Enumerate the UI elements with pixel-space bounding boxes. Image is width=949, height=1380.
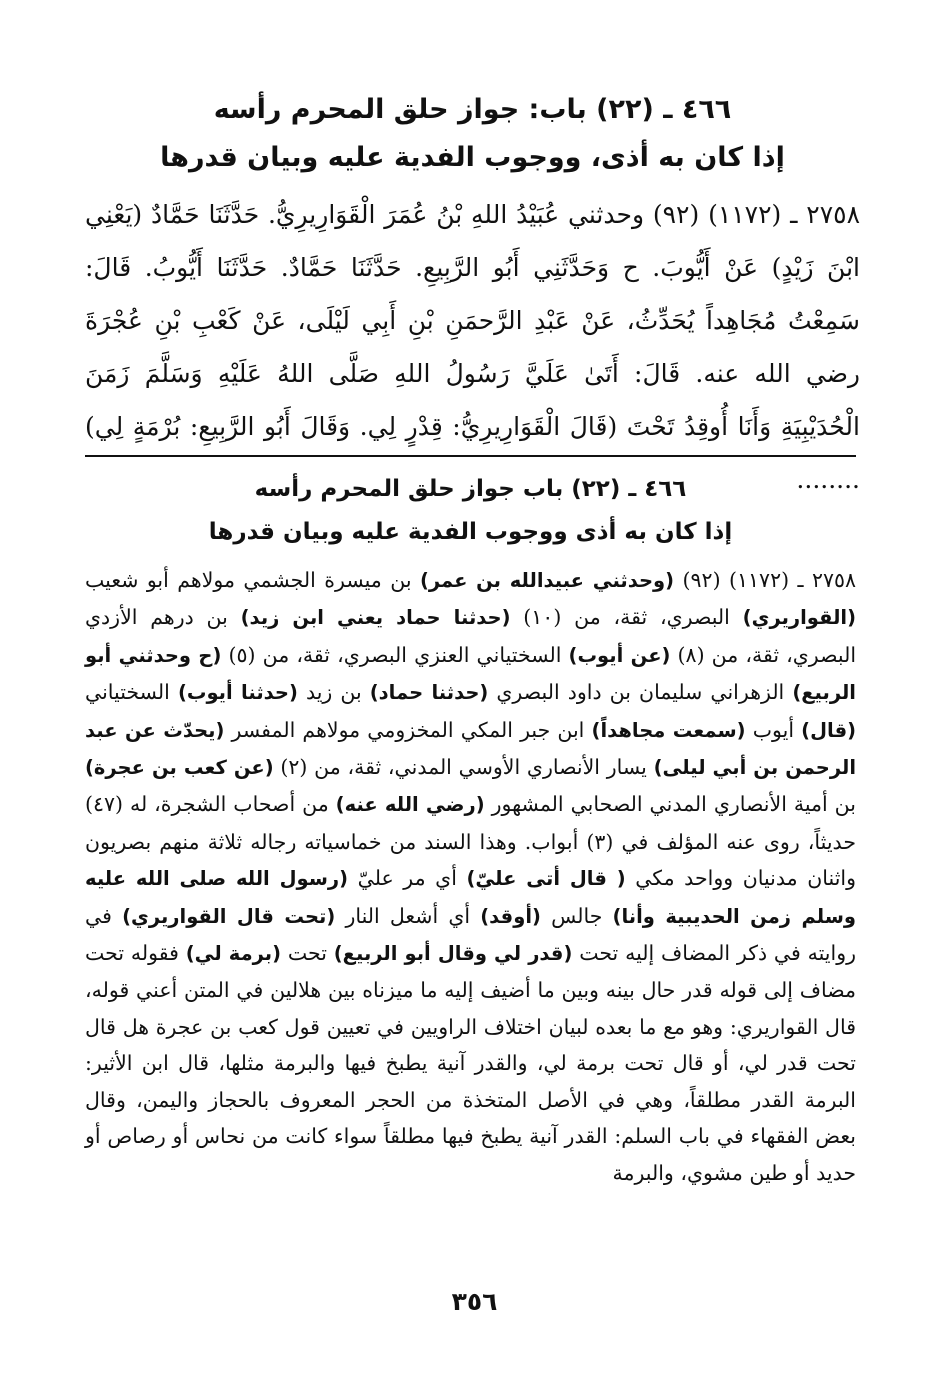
commentary-heading-line1: ٤٦٦ ـ (٢٢) باب جواز حلق المحرم رأسه [254, 476, 687, 502]
quoted-matn-segment: (قال) [801, 718, 857, 742]
quoted-matn-segment: (أوقد) [480, 904, 541, 928]
quoted-matn-segment: (قدر لي وقال أبو الربيع) [333, 942, 573, 966]
commentary-segment: بن ميسرة الجشمي مولاهم أبو شعيب [85, 568, 420, 592]
commentary-segment: ابن جبر المكي المخزومي مولاهم المفسر [224, 717, 592, 742]
commentary-segment: السختياني [85, 680, 178, 705]
page-number: ٣٥٦ [451, 1287, 498, 1316]
commentary-segment: تحت [281, 941, 334, 966]
commentary-segment: في روايته في ذكر المضاف إليه تحت [85, 903, 857, 966]
quoted-matn-segment: (حدثنا حماد يعني ابن زيد) [240, 606, 511, 630]
commentary-section [85, 468, 856, 1191]
quoted-matn-segment: (تحت قال القواريري) [122, 904, 336, 928]
chapter-heading-line2: إذا كان به أذى، ووجوب الفدية عليه وبيان قدرها [160, 142, 785, 173]
quoted-matn-segment: (حدثنا حماد) [369, 681, 489, 705]
quoted-matn-segment: ( قال أتى عليّ) [466, 867, 626, 891]
commentary-segment: جالس [540, 903, 613, 928]
quoted-matn-segment: (عن كعب بن عجرة) [85, 756, 274, 780]
commentary-segment: السختياني العنزي البصري، ثقة، من (٥) [221, 642, 569, 667]
commentary-segment: فقوله تحت مضاف إلى قوله قدر حال بينه وبين ما أضيف إليه ما ميزناه بين هلالين في المتن أعني قوله، قال القواريري: وهو مع ما بعده لبيان اختلاف الراويين في تعيين قول كعب بن عجرة هل قال تحت قدر لي، أو قال تحت برمة لي، والقدر آنية يطبخ فيها والبرمة مثلها، قال ابن الأثير: البرمة القدر مطلقاً، وهي في الأصل المتخذة من الحجر المعروف بالحجاز واليمن، وقال بعض الفقهاء في باب السلم: القدر آنية يطبخ فيها مطلقاً سواء كانت من نحاس أو رصاص أو حديد أو طين مشوي، والبرمة [85, 941, 856, 1185]
commentary-segment: أيوب [745, 717, 802, 742]
commentary-segment: يسار الأنصاري الأوسي المدني، ثقة، من (٢) [273, 755, 654, 780]
commentary-segment: ٢٧٥٨ ـ (١١٧٢) (٩٢) [674, 568, 857, 592]
chapter-heading-line1: ٤٦٦ ـ (٢٢) باب: جواز حلق المحرم رأسه [213, 94, 732, 125]
quoted-matn-segment: (ح وحدثني أبو الربيع) [85, 643, 856, 705]
quoted-matn-segment: (حدثنا أيوب) [177, 681, 298, 705]
section-divider [85, 455, 856, 457]
commentary-segment: بن زيد [297, 680, 370, 705]
commentary-segment: الزهراني سليمان بن داود البصري [488, 680, 793, 705]
commentary-segment: من أصحاب الشجرة، له (٤٧) حديثاً، روى عنه المؤلف في (٣) أبواب. وهذا السند من خماسياته رجاله ثلاثة منهم بصريون واثنان مدنيان وواحد مكي [85, 792, 856, 891]
commentary-heading-line2: إذا كان به أذى ووجوب الفدية عليه وبيان قدرها [208, 519, 733, 545]
quoted-matn-segment: (القواريري) [742, 606, 856, 630]
commentary-segment: أي أشعل النار [335, 903, 481, 928]
quoted-matn-segment: (سمعت مجاهداً) [591, 718, 746, 742]
commentary-segment: البصري، ثقة، من (١٠) [510, 605, 743, 630]
quoted-matn-segment: (يحدّث عن عبد الرحمن بن أبي ليلى) [85, 718, 857, 780]
commentary-segment: أي مر عليّ [348, 866, 467, 891]
quoted-matn-segment: (برمة لي) [185, 942, 282, 966]
commentary-segment: بن درهم الأزدي البصري، ثقة، من (٨) [85, 605, 857, 667]
quoted-matn-segment: (وحدثني عبيدالله بن عمر) [419, 569, 675, 592]
quoted-matn-segment: (رسول الله صلى الله عليه وسلم زمن الحديبية وأنا) [85, 867, 856, 928]
commentary-text [85, 562, 856, 1191]
quoted-matn-segment: (رضي الله عنه) [335, 793, 485, 817]
hadith-matn: ٢٧٥٨ ـ (١١٧٢) (٩٢) وحدثني عُبَيْدُ اللهِ بْنُ عُمَرَ الْقَوَارِيرِيُّ. حَدَّثَنَا حَمَّادٌ (يَعْنِي ابْنَ زَيْدٍ) عَنْ أَيُّوبَ. ح وَحَدَّثَنِي أَبُو الرَّبِيعِ. حَدَّثَنَا حَمَّادٌ. حَدَّثَنَا أَيُّوبُ. قَالَ: سَمِعْتُ مُجَاهِداً يُحَدِّثُ، عَنْ عَبْدِ الرَّحمَنِ بْنِ أَبِي لَيْلَى، عَنْ كَعْبِ بْنِ عُجْرَةَ رضي الله عنه. قَالَ: أَتَىٰ عَلَيَّ رَسُولُ اللهِ صَلَّى اللهُ عَلَيْهِ وَسَلَّمَ زَمَنَ الْحُدَيْبِيَةِ وَأَنَا أُوقِدُ تَحْتَ (قَالَ الْقَوَارِيرِيُّ: قِدْرٍ لِي. وَقَالَ أَبُو الرَّبِيعِ: بُرْمَةٍ لِي) ........ [85, 200, 860, 494]
hadith-text-section [85, 86, 860, 506]
commentary-segment: بن أمية الأنصاري المدني الصحابي المشهور [484, 792, 856, 817]
quoted-matn-segment: (عن أيوب) [568, 643, 671, 667]
